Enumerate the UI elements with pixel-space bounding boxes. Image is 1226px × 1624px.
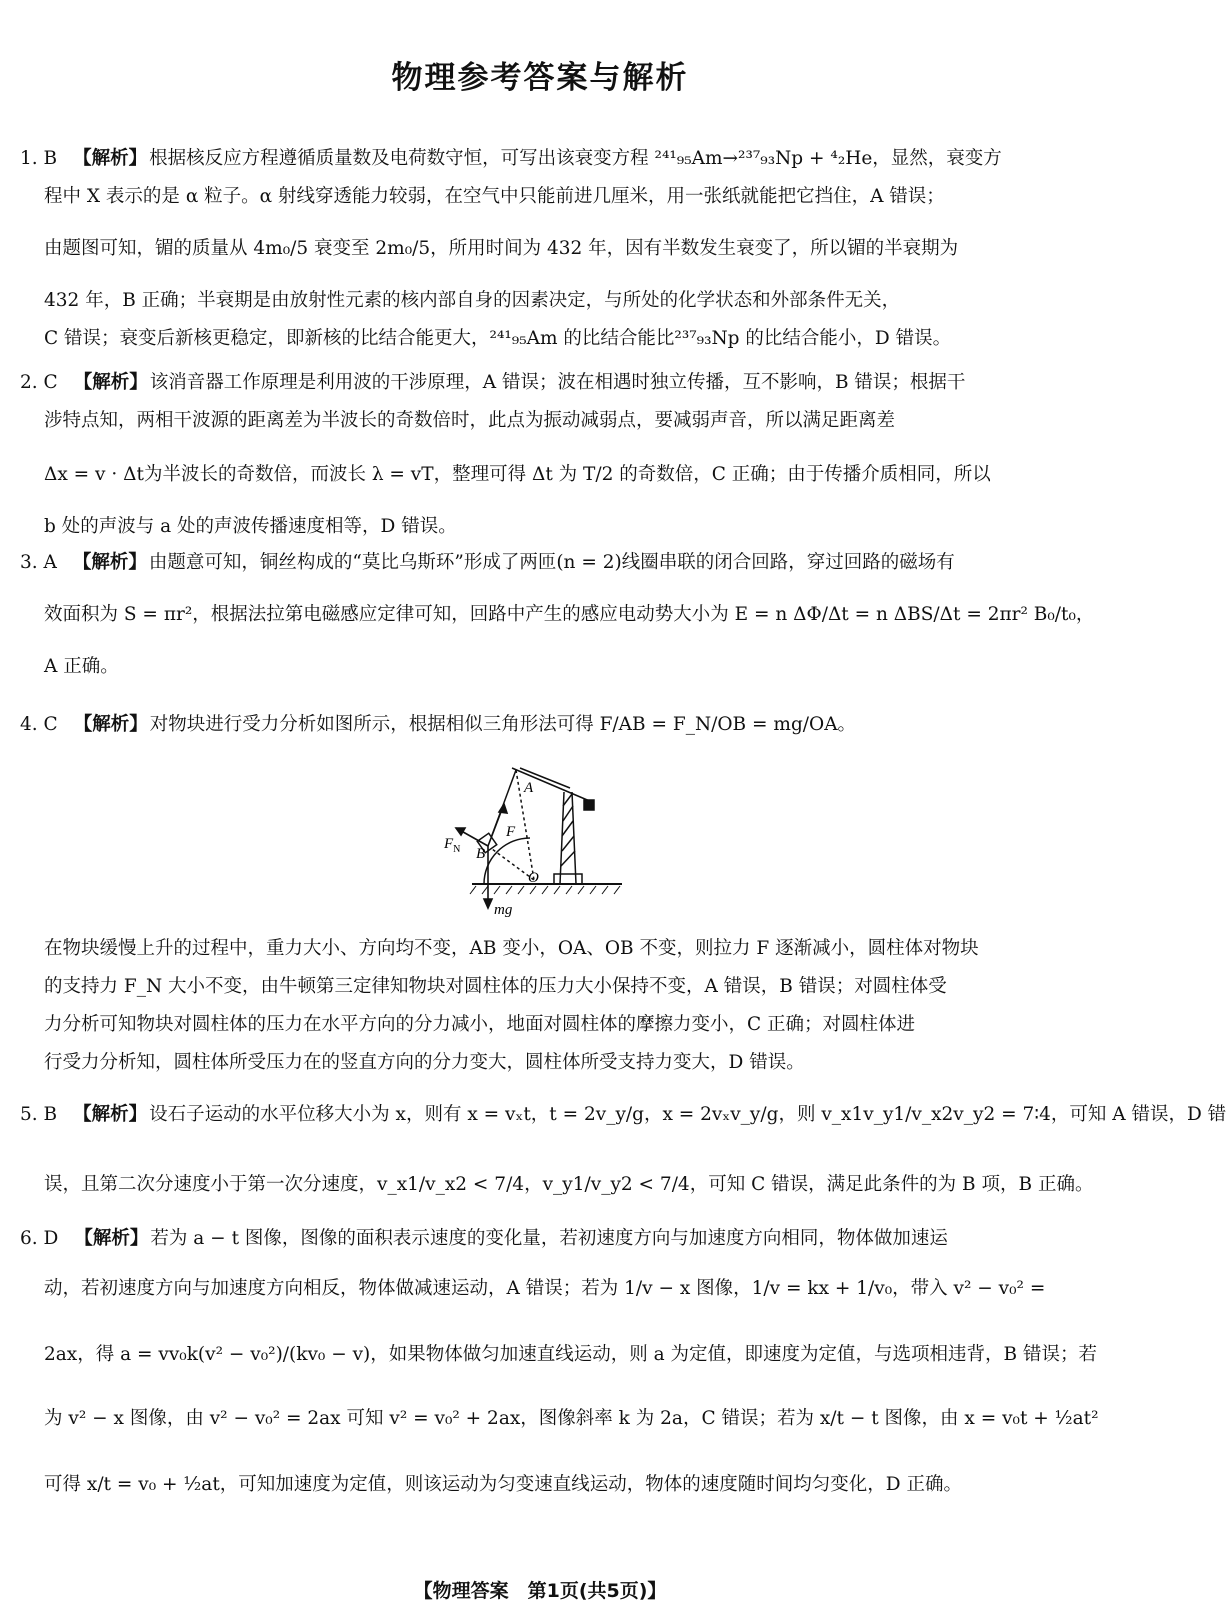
answer-3-line-3: A 正确。 (44, 656, 119, 677)
answer-2 (20, 364, 1032, 546)
answer-4 (20, 706, 1032, 744)
label-fn: $F_N$ (444, 836, 461, 855)
force-diagram (442, 756, 642, 916)
label-a: A (524, 780, 534, 796)
label-mg: mg (494, 902, 513, 918)
answer-3 (20, 544, 1095, 686)
answer-2-line-1: 2. C 【解析】 该消音器工作原理是利用波的干涉原理，A 错误；波在相遇时独立传播，互不影响，B 错误；根据干 (20, 372, 966, 393)
answer-5-line-1: 5. B 【解析】 设石子运动的水平位移大小为 x，则有 x = vₓt，t = 2v_y/g，x = 2vₓv_y/g，则 v_x1v_y1/v_x2v_y2 = 7∶4，可知 A 错误，D 错 (20, 1104, 1226, 1125)
answer-1-line-5: C 错误；衰变后新核更稳定，即新核的比结合能更大，²⁴¹₉₅Am 的比结合能比²³⁷₉₃Np 的比结合能小，D 错误。 (44, 328, 952, 349)
page-footer: 【物理答案 第1页(共5页)】 (413, 1580, 667, 1602)
answer-6-line-1: 6. D 【解析】 若为 a − t 图像，图像的面积表示速度的变化量，若初速度方向与加速度方向相同，物体做加速运 (20, 1228, 948, 1249)
label-b: B (476, 846, 486, 862)
answer-4-line-1: 4. C 【解析】 对物块进行受力分析如图所示，根据相似三角形法可得 F/AB = F_N/OB = mg/OA。 (20, 714, 857, 735)
answer-4-line-3: 的支持力 F_N 大小不变，由牛顿第三定律知物块对圆柱体的压力大小保持不变，A 错误，B 错误；对圆柱体受 (44, 976, 947, 997)
answer-1-line-3: 由题图可知，镅的质量从 4m₀/5 衰变至 2m₀/5，所用时间为 432 年，因有半数发生衰变了，所以镅的半衰期为 (44, 238, 959, 259)
answer-6-line-3: 2ax，得 a = vv₀k(v² − v₀²)/(kv₀ − v)，如果物体做匀加速直线运动，则 a 为定值，即速度为定值，与选项相违背，B 错误；若 (44, 1344, 1098, 1365)
answer-4-line-5: 行受力分析知，圆柱体所受压力在的竖直方向的分力变大，圆柱体所受支持力变大，D 错误。 (44, 1052, 805, 1073)
answer-4-line-4: 力分析可知物块对圆柱体的压力在水平方向的分力减小，地面对圆柱体的摩擦力变小，C 正确；对圆柱体进 (44, 1014, 916, 1035)
answer-3-line-2: 效面积为 S = πr²，根据法拉第电磁感应定律可知，回路中产生的感应电动势大小为 E = n ΔΦ/Δt = n ΔBS/Δt = 2πr² B₀/t₀， (44, 604, 1095, 625)
page-title: 物理参考答案与解析 (391, 60, 689, 96)
answer-1-line-1: 1. B 【解析】 根据核反应方程遵循质量数及电荷数守恒，可写出该衰变方程 ²⁴¹₉₅Am→²³⁷₉₃Np + ⁴₂He，显然，衰变方 (20, 148, 1002, 169)
answer-3-line-1: 3. A 【解析】 由题意可知，铜丝构成的“莫比乌斯环”形成了两匝(n = 2)线圈串联的闭合回路，穿过回路的磁场有 (20, 552, 955, 573)
answer-2-line-2: 涉特点知，两相干波源的距离差为半波长的奇数倍时，此点为振动减弱点，要减弱声音，所以满足距离差 (44, 410, 896, 431)
answer-6-line-4: 为 v² − x 图像，由 v² − v₀² = 2ax 可知 v² = v₀² + 2ax，图像斜率 k 为 2a，C 错误；若为 x/t − t 图像，由 x = v₀t + ½at² (44, 1408, 1099, 1429)
answer-6 (20, 1220, 1099, 1504)
answer-1 (20, 140, 1032, 358)
answer-2-line-4: b 处的声波与 a 处的声波传播速度相等，D 错误。 (44, 516, 457, 537)
answer-6-line-2: 动，若初速度方向与加速度方向相反，物体做减速运动，A 错误；若为 1/v − x 图像，1/v = kx + 1/v₀，带入 v² − v₀² = (44, 1278, 1046, 1299)
answer-5-line-2: 误，且第二次分速度小于第一次分速度，v_x1/v_x2 < 7/4，v_y1/v_y2 < 7/4，可知 C 错误，满足此条件的为 B 项，B 正确。 (44, 1174, 1094, 1195)
answer-4-line-2: 在物块缓慢上升的过程中，重力大小、方向均不变，AB 变小，OA、OB 不变，则拉力 F 逐渐减小，圆柱体对物块 (44, 938, 979, 959)
label-o: O (528, 870, 539, 886)
answer-6-line-5: 可得 x/t = v₀ + ½at，可知加速度为定值，则该运动为匀变速直线运动，物体的速度随时间均匀变化，D 正确。 (44, 1474, 962, 1495)
label-f: F (506, 824, 516, 840)
answer-1-line-2: 程中 X 表示的是 α 粒子。α 射线穿透能力较弱，在空气中只能前进几厘米，用一张纸就能把它挡住，A 错误； (44, 186, 945, 207)
answer-5 (20, 1096, 1226, 1204)
answer-1-line-4: 432 年，B 正确；半衰期是由放射性元素的核内部自身的因素决定，与所处的化学状态和外部条件无关， (44, 290, 901, 311)
answer-4-cont (20, 930, 1032, 1082)
answer-2-line-3: Δx = v · Δt为半波长的奇数倍，而波长 λ = vT，整理可得 Δt 为 T/2 的奇数倍，C 正确；由于传播介质相同，所以 (44, 464, 991, 485)
